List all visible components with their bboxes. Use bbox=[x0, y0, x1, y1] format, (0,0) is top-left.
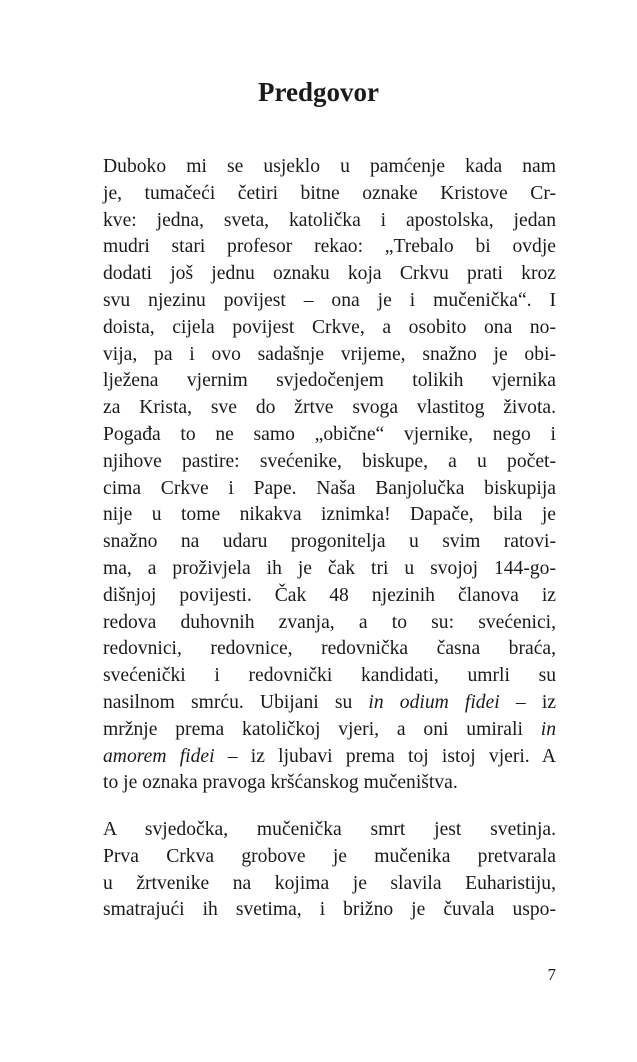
text-line: dodati još jednu oznaku koja Crkvu prati kroz bbox=[103, 263, 556, 285]
text-line: to je oznaka pravoga kršćanskog mučeništva. bbox=[103, 772, 458, 794]
text-line: cima Crkve i Pape. Naša Banjolučka biskupija bbox=[103, 477, 556, 499]
text-line: smatrajući ih svetima, i brižno je čuvala uspo- bbox=[103, 899, 556, 921]
text-line: mržnje prema katoličkoj vjeri, a oni umirali in bbox=[103, 718, 556, 740]
latin-phrase: amorem fidei bbox=[103, 745, 215, 767]
text-line: Duboko mi se usjeklo u pamćenje kada nam bbox=[103, 156, 556, 177]
text-line: dišnjoj povijesti. Čak 48 njezinih članova iz bbox=[103, 584, 556, 606]
text-line: u žrtvenike na kojima je slavila Euharistiju, bbox=[103, 872, 556, 894]
text-line: vija, pa i ovo sadašnje vrijeme, snažno je obi- bbox=[103, 343, 556, 365]
text-line: kve: jedna, sveta, katolička i apostolska, jedan bbox=[103, 209, 556, 231]
paragraph-1 bbox=[103, 154, 556, 797]
page-number: 7 bbox=[547, 965, 556, 984]
text-line: redovnici, redovnice, redovnička časna braća, bbox=[103, 638, 556, 660]
page-title: Predgovor bbox=[258, 77, 379, 107]
text-line: A svjedočka, mučenička smrt jest svetinja. bbox=[103, 819, 556, 840]
text-line: lježena vjernim svjedočenjem tolikih vjernika bbox=[103, 370, 556, 392]
paragraph-2 bbox=[103, 817, 556, 924]
text-line: redova duhovnih zvanja, a to su: svećenici, bbox=[103, 611, 556, 633]
text-line: ma, a proživjela ih je čak tri u svojoj 144-go- bbox=[103, 557, 556, 579]
text-line: Pogađa to ne samo „obične“ vjernike, nego i bbox=[103, 423, 556, 445]
text-line: amorem fidei – iz ljubavi prema toj istoj vjeri. A bbox=[103, 745, 556, 767]
text-line: je, tumačeći četiri bitne oznake Kristove Cr- bbox=[103, 182, 556, 204]
text-line: svu njezinu povijest – ona je i mučenička“. I bbox=[103, 289, 556, 311]
latin-phrase: in odium fidei bbox=[368, 691, 500, 713]
text-line: njihove pastire: svećenike, biskupe, a u počet- bbox=[103, 450, 556, 472]
text-line: doista, cijela povijest Crkve, a osobito ona no- bbox=[103, 316, 556, 338]
latin-phrase: in bbox=[540, 718, 556, 740]
text-line: svećenički i redovnički kandidati, umrli su bbox=[103, 665, 556, 687]
text-line: snažno na udaru progonitelja u svim ratovi- bbox=[103, 531, 556, 553]
text-line: Prva Crkva grobove je mučenika pretvarala bbox=[103, 845, 556, 867]
text-line: nasilnom smrću. Ubijani su in odium fidei – iz bbox=[103, 691, 556, 713]
text-line: mudri stari profesor rekao: „Trebalo bi ovdje bbox=[103, 236, 556, 258]
text-line: za Krista, sve do žrtve svoga vlastitog života. bbox=[103, 397, 556, 419]
text-line: nije u tome nikakva iznimka! Dapače, bila je bbox=[103, 504, 556, 526]
